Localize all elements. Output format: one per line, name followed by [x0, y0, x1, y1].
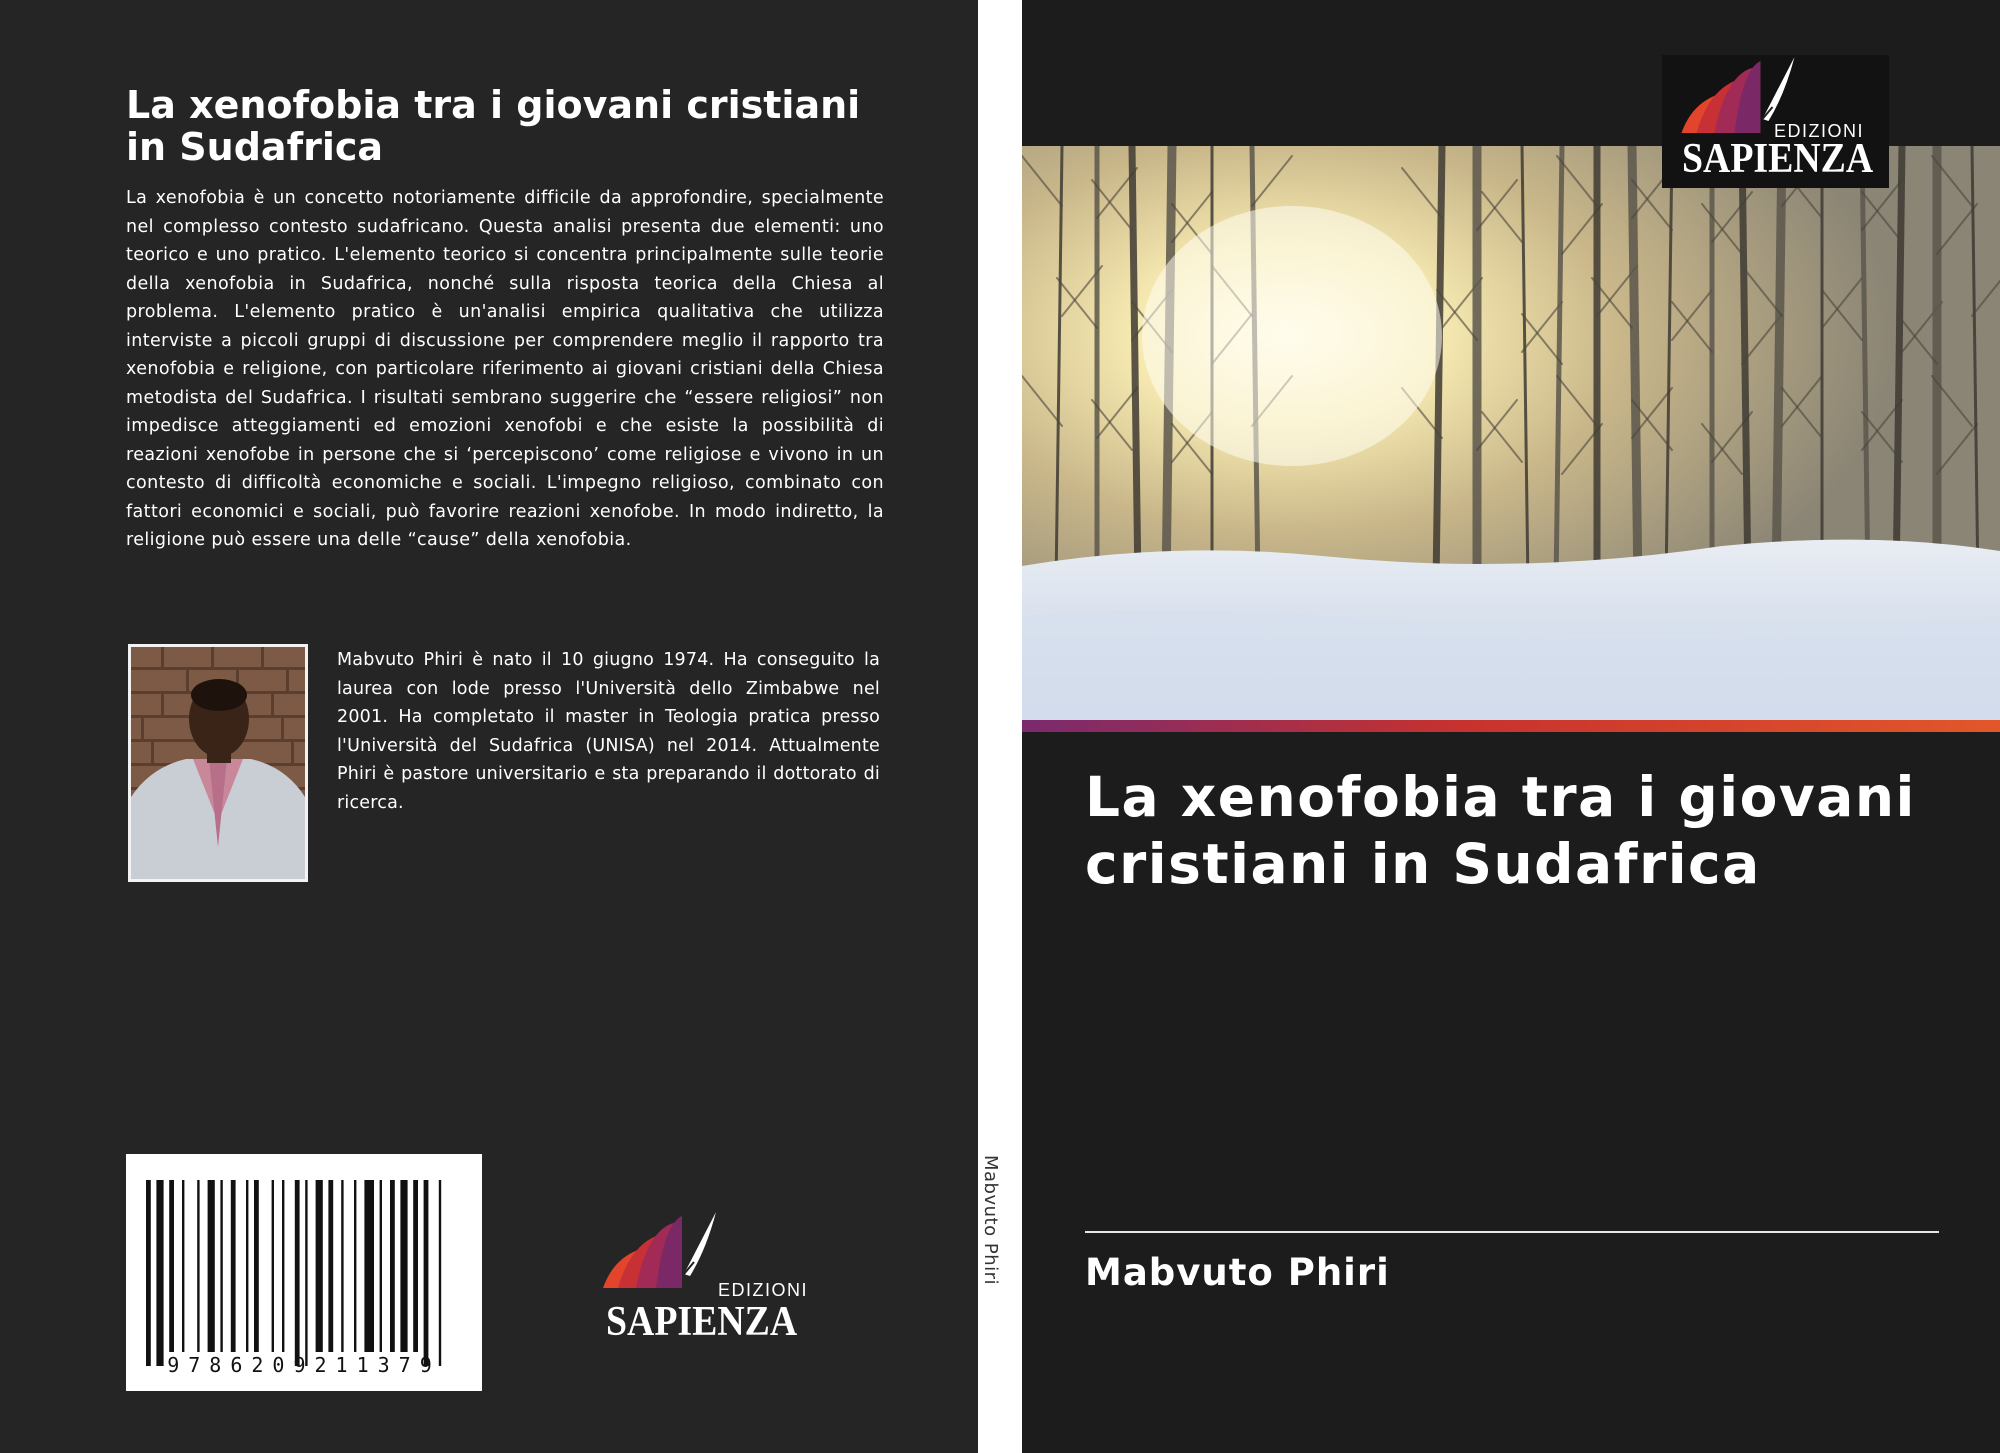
back-cover-blurb: La xenofobia è un concetto notoriamente difficile da approfondire, specialmente nel complesso contesto sudafricano. Questa analisi presenta due elementi: uno teorico e uno pratico. L'elemento teorico si concentra principalmente sulle teorie della xenofobia in Sudafrica, nonché sulla risposta teorica della Chiesa al problema. L'elemento pratico è un'analisi empirica qualitativa che utilizza interviste a piccoli gruppi di discussione per comprendere meglio il rapporto tra xenofobia e religione, con particolare riferimento ai giovani cristiani della Chiesa metodista del Sudafrica. I risultati sembrano suggerire che “essere religiosi” non impedisce atteggiamenti ed emozioni xenofobi e che esiste la possibilità di reazioni xenofobe in persone che si ‘percepiscono’ come religiose e vivono in un contesto di difficoltà economiche e sociali. L'impegno religioso, combinato con fattori economici e sociali, può favorire reazioni xenofobe. In modo indiretto, la religione può essere una delle “cause” della xenofobia.	[126, 188, 884, 550]
publisher-name: SAPIENZA	[1682, 136, 1874, 182]
barcode	[126, 1154, 482, 1391]
publisher-logo-back	[598, 1210, 818, 1346]
author-photo	[128, 644, 308, 882]
author-divider	[1085, 1231, 1939, 1233]
quill-fan-icon	[598, 1210, 718, 1290]
publisher-logo-front	[1662, 55, 1889, 188]
author-bio: Mabvuto Phiri è nato il 10 giugno 1974. Ha conseguito la laurea con lode presso l'Università dello Zimbabwe nel 2001. Ha completato il master in Teologia pratica presso l'Università del Sudafrica (UNISA) nel 2014. Attualmente Phiri è pastore universitario e sta preparando il dottorato di ricerca.	[337, 650, 880, 813]
author-portrait-icon	[131, 647, 305, 879]
accent-stripe	[1022, 720, 2000, 732]
front-cover-title: La xenofobia tra i giovani cristiani in Sudafrica	[1085, 765, 1916, 896]
snowy-forest-icon	[1022, 146, 2000, 720]
publisher-edizioni: EDIZIONI	[718, 1280, 809, 1300]
spine-author: Mabvuto Phiri	[980, 1155, 1001, 1286]
publisher-name: SAPIENZA	[606, 1299, 798, 1345]
back-cover	[0, 0, 978, 1453]
front-cover-author: Mabvuto Phiri	[1085, 1251, 1390, 1294]
barcode-number: 9786209211379	[167, 1353, 441, 1377]
publisher-edizioni: EDIZIONI	[1774, 121, 1865, 141]
back-cover-title: La xenofobia tra i giovani cristiani in Sudafrica	[126, 83, 861, 169]
cover-image	[1022, 146, 2000, 720]
